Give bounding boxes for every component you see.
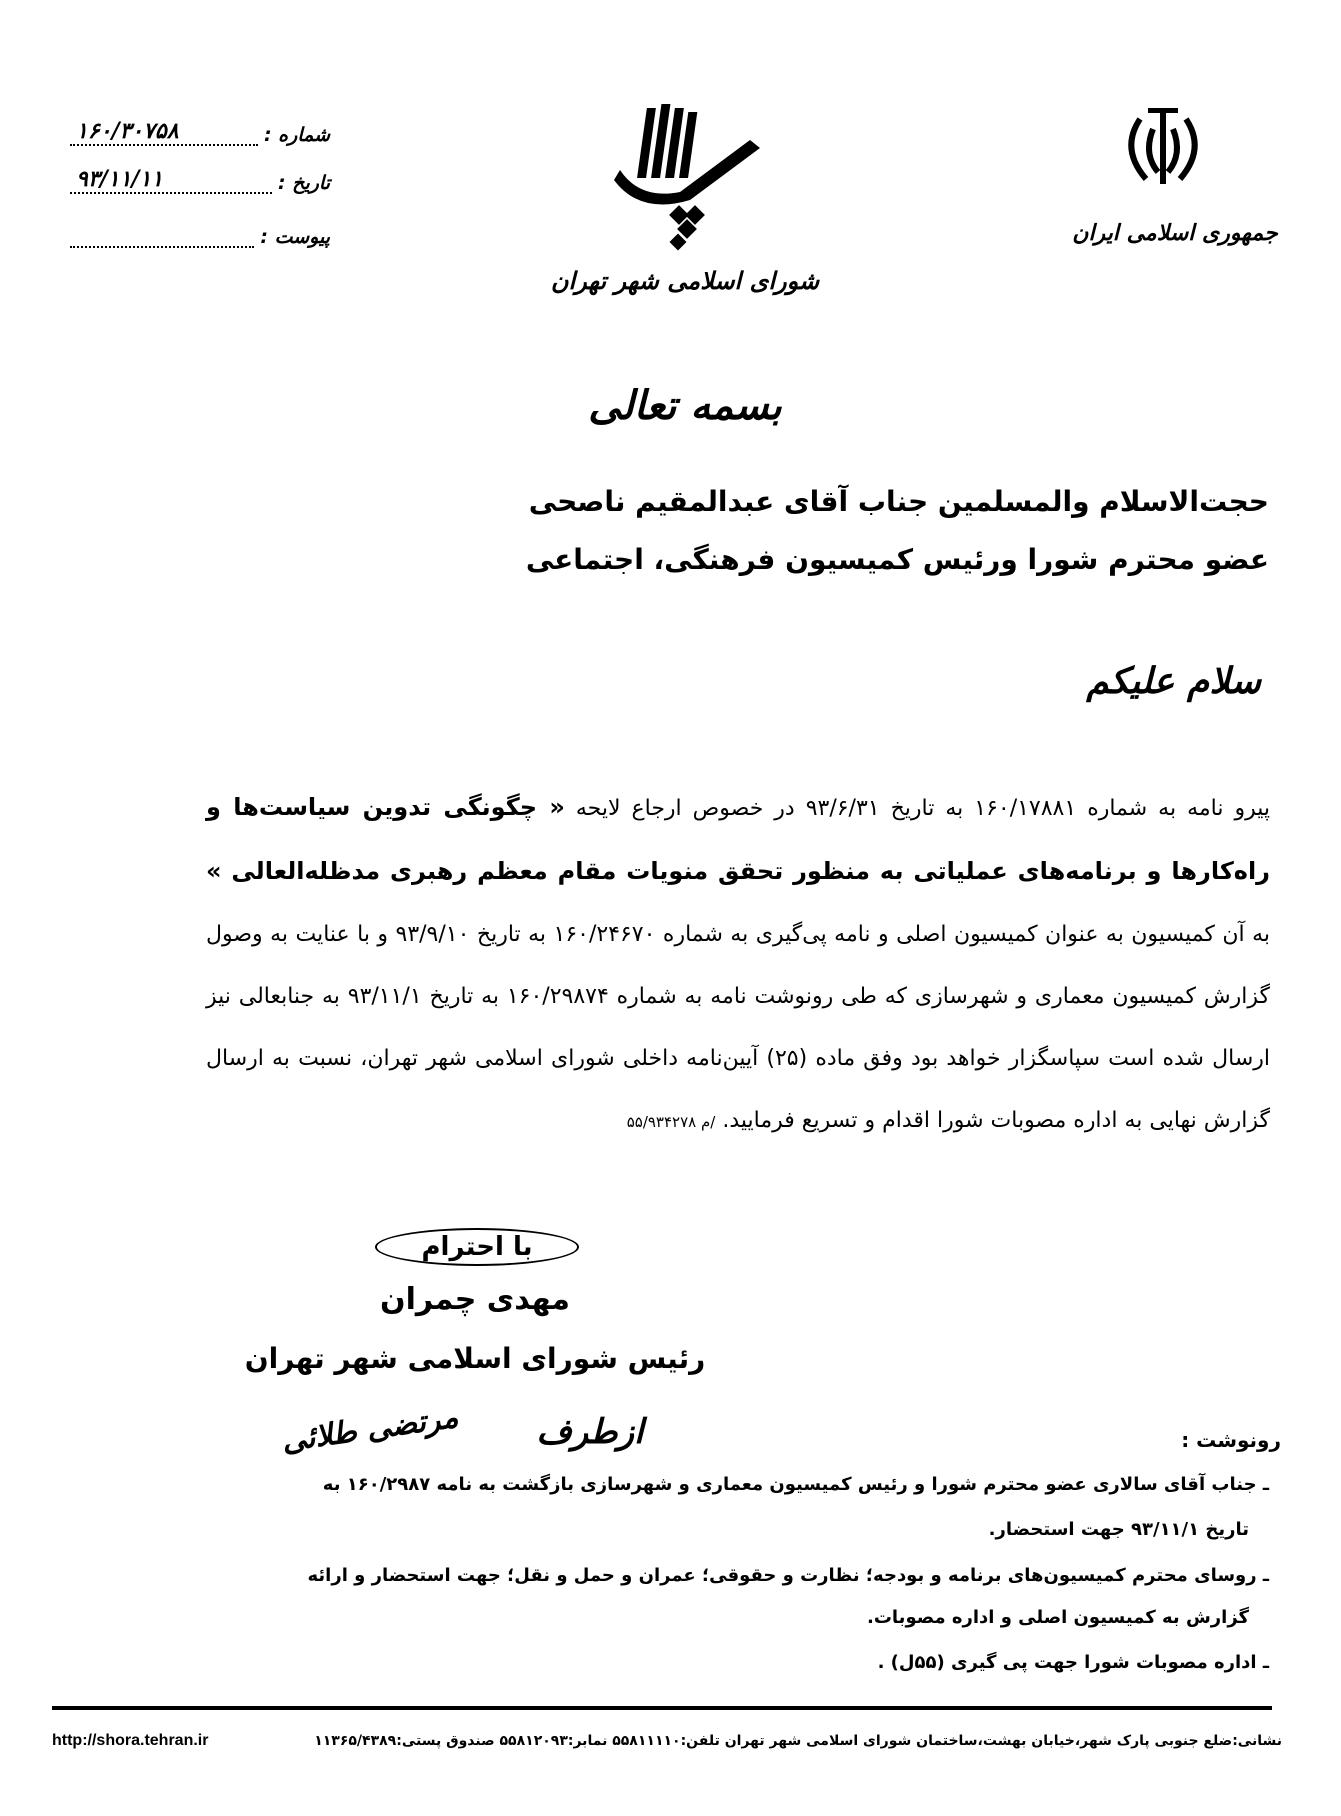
letter-number-field — [70, 118, 330, 146]
tehran-council-logo — [600, 100, 770, 260]
council-logo-icon — [600, 100, 770, 260]
iran-emblem — [1118, 104, 1208, 194]
cc-item: تاریخ ۹۳/۱۱/۱ جهت استحضار. — [988, 1519, 1249, 1540]
cc-item: گزارش به کمیسیون اصلی و اداره مصوبات. — [867, 1607, 1249, 1628]
letter-body — [206, 776, 1270, 1153]
signer-title: رئیس شورای اسلامی شهر تهران — [244, 1342, 706, 1375]
addressee-line-1: حجت‌الاسلام والمسلمین جناب آقای عبدالمقیم ناصحی — [528, 485, 1269, 518]
iran-emblem-icon — [1118, 104, 1208, 194]
signature-closing: با احترام — [375, 1228, 579, 1266]
body-part-1: پیرو نامه به شماره ۱۶۰/۱۷۸۸۱ به تاریخ ۹۳/۶/۳۱ در خصوص ارجاع لایحه — [575, 796, 1271, 821]
republic-caption: جمهوری اسلامی ایران — [1072, 220, 1278, 246]
footer-divider — [52, 1706, 1272, 1710]
letter-number-label: شماره : — [263, 124, 330, 146]
invocation: بسمه تعالی — [588, 382, 782, 429]
letter-date-value: ۹۳/۱۱/۱۱ — [70, 166, 272, 194]
addressee-line-2: عضو محترم شورا ورئیس کمیسیون فرهنگی، اجتماعی — [525, 543, 1269, 576]
body-part-2: به آن کمیسیون به عنوان کمیسیون اصلی و نامه پی‌گیری به شماره ۱۶۰/۲۴۶۷۰ به تاریخ ۹۳/۹/۱۰ و با عنایت به وصول گزارش کمیسیون معماری و شهرسازی که طی رونوشت نامه به شماره ۱۶۰/۲۹۸۷۴ به تاریخ ۹۳/۱۱/۱ به جنابعالی نیز ارسال شده است سپاسگزار خواهد بود وفق ماده (۲۵) آیین‌نامه داخلی شورای اسلامی شهر تهران، نسبت به ارسال گزارش نهایی به اداره مصوبات شورا اقدام و تسریع فرمایید. — [206, 922, 1271, 1133]
signer-name: مهدی چمران — [380, 1282, 570, 1317]
body-bold-title: « چگونگی تدوین سیاست‌ها و راه‌کارها و برنامه‌های عملیاتی به منظور تحقق منویات مقام معظم رهبری مدظله‌العالی » — [206, 793, 1270, 885]
greeting: سلام علیکم — [1086, 660, 1261, 702]
footer — [52, 1732, 1282, 1750]
attachment-field — [70, 226, 330, 248]
council-caption: شورای اسلامی شهر تهران — [550, 266, 820, 295]
attachment-value — [70, 226, 254, 248]
cc-item: ـ جناب آقای سالاری عضو محترم شورا و رئیس کمیسیون معماری و شهرسازی بازگشت به نامه ۱۶۰/۲۹۸۷ به — [322, 1474, 1269, 1495]
body-reference: /م ۵۵/۹۳۴۲۷۸ — [626, 1113, 716, 1131]
cc-label: رونوشت : — [1181, 1428, 1281, 1452]
attachment-label: پیوست : — [260, 226, 330, 248]
letter-number-value: ۱۶۰/۳۰۷۵۸ — [70, 118, 258, 146]
footer-address: نشانی:ضلع جنوبی پارک شهر،خیابان بهشت،ساختمان شورای اسلامی شهر تهران تلفن:۵۵۸۱۱۱۱۰ نمابر:۵۵۸۱۲۰۹۳ صندوق پستی:۱۱۳۶۵/۴۳۸۹ — [314, 1733, 1282, 1749]
cc-item: ـ روسای محترم کمیسیون‌های برنامه و بودجه؛ نظارت و حقوقی؛ عمران و حمل و نقل؛ جهت استحضار و ارائه — [307, 1565, 1269, 1586]
signer-handwritten: مرتضی طلائی — [279, 1399, 461, 1460]
footer-url[interactable]: http://shora.tehran.ir — [52, 1732, 209, 1749]
cc-item: ـ اداره مصوبات شورا جهت پی گیری (۵۵ل) . — [877, 1652, 1269, 1673]
letter-date-field — [70, 166, 330, 194]
on-behalf-of: ازطرف — [536, 1412, 644, 1452]
letter-date-label: تاریخ : — [277, 172, 330, 194]
